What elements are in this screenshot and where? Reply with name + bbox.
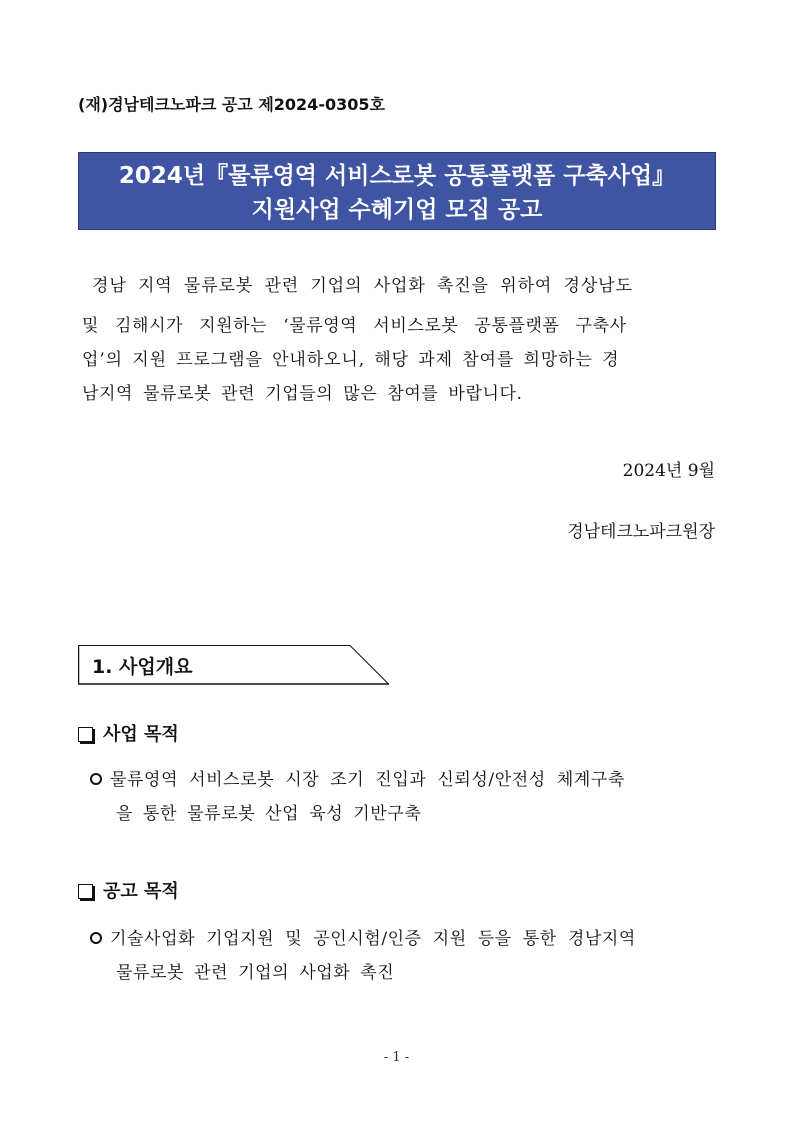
business-purpose-heading xyxy=(78,720,179,746)
notice-date: 2024년 9월 xyxy=(622,461,715,481)
notice-number: (재)경남테크노파크 공고 제2024-0305호 xyxy=(78,95,385,114)
title-banner xyxy=(78,152,716,230)
checkbox-icon xyxy=(78,884,93,899)
intro-line-1: 경남 지역 물류로봇 관련 기업의 사업화 촉진을 위하여 경상남도 xyxy=(92,276,633,296)
section-1-header xyxy=(78,645,390,685)
title-line-1: 2024년『물류영역 서비스로봇 공통플랫폼 구축사업』 xyxy=(118,163,676,189)
checkbox-icon xyxy=(78,727,93,742)
notice-purpose-text-1: 기술사업화 기업지원 및 공인시험/인증 지원 등을 통한 경남지역 xyxy=(110,929,636,949)
business-purpose-line-1 xyxy=(90,770,625,790)
notice-purpose-label: 공고 목적 xyxy=(103,881,179,902)
signer: 경남테크노파크원장 xyxy=(567,522,715,542)
intro-line-2: 및 김해시가 지원하는 ‘물류영역 서비스로봇 공통플랫폼 구축사 xyxy=(82,316,627,336)
circle-bullet-icon xyxy=(90,773,102,785)
intro-line-4: 남지역 물류로봇 관련 기업들의 많은 참여를 바랍니다. xyxy=(82,384,523,404)
business-purpose-text-1: 물류영역 서비스로봇 시장 조기 진입과 신뢰성/안전성 체계구축 xyxy=(110,770,625,790)
page-number: - 1 - xyxy=(383,1050,410,1065)
business-purpose-line-2: 을 통한 물류로봇 산업 육성 기반구축 xyxy=(116,804,422,824)
title-line-2: 지원사업 수혜기업 모집 공고 xyxy=(251,197,543,223)
notice-purpose-line-1 xyxy=(90,929,636,949)
notice-purpose-line-2: 물류로봇 관련 기업의 사업화 촉진 xyxy=(116,963,395,983)
notice-purpose-heading xyxy=(78,877,179,903)
section-1-title: 1. 사업개요 xyxy=(92,656,193,678)
intro-line-3: 업’의 지원 프로그램을 안내하오니, 해당 과제 참여를 희망하는 경 xyxy=(82,350,620,370)
business-purpose-label: 사업 목적 xyxy=(103,724,179,745)
circle-bullet-icon xyxy=(90,932,102,944)
